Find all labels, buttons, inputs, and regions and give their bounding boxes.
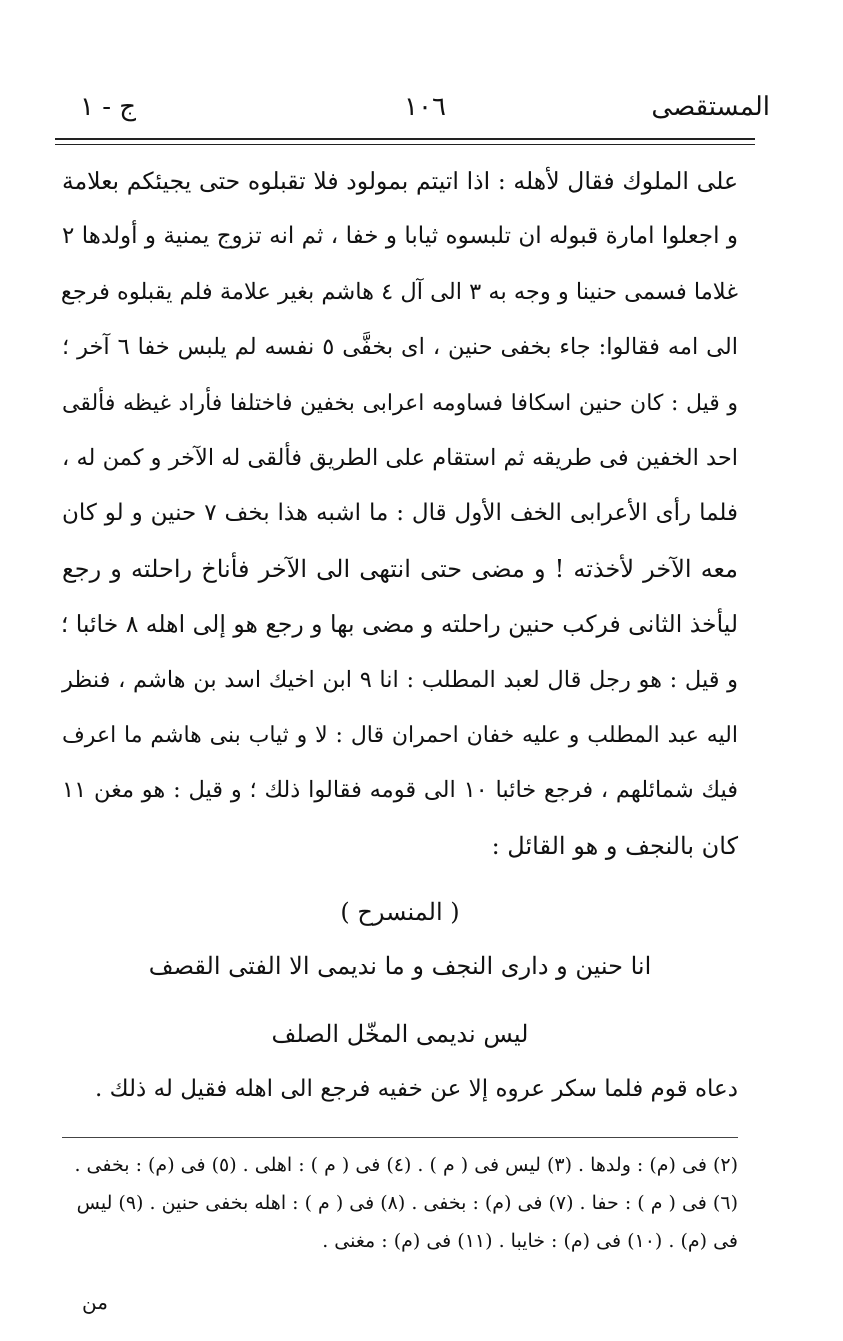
text-line: معه الآخر لأخذته ! و مضى حتى انتهى الى الآخر فأناخ راحلته و رجع	[62, 554, 738, 583]
catchword: من	[82, 1290, 108, 1314]
footnote-line: فى (م) . (١٠) فى (م) : خايبا . (١١) فى (م) : مغنى .	[322, 1230, 738, 1252]
page-header	[80, 92, 770, 132]
poem-verse-2: ليس نديمى المخّل الصلف	[271, 1020, 529, 1048]
text-line: و قيل : هو رجل قال لعبد المطلب : انا ٩ ابن اخيك اسد بن هاشم ، فنظر	[62, 666, 739, 693]
running-title: المستقصى	[651, 92, 770, 122]
text-line: احد الخفين فى طريقه ثم استقام على الطريق فألقى له الآخر و كمن له ،	[62, 444, 738, 471]
text-line: كان بالنجف و هو القائل :	[491, 831, 738, 860]
text-line: غلاما فسمى حنينا و وجه به ٣ الى آل ٤ هاشم بغير علامة فلم يقبلوه فرجع	[60, 278, 738, 305]
closing-line: دعاه قوم فلما سكر عروه إلا عن خفيه فرجع الى اهله فقيل له ذلك .	[95, 1076, 738, 1102]
text-line: اليه عبد المطلب و عليه خفان احمران قال : لا و ثياب بنى هاشم ما اعرف	[62, 722, 738, 748]
footnotes	[62, 1146, 738, 1260]
footnote-rule	[62, 1137, 738, 1138]
poem-verse-1: انا حنين و دارى النجف و ما نديمى الا الفتى القصف	[148, 952, 652, 980]
text-line: و اجعلوا امارة قبوله ان تلبسوه ثيابا و خفا ، ثم انه تزوج يمنية و أولدها ٢	[62, 223, 738, 250]
header-rule	[55, 138, 755, 140]
text-line: على الملوك فقال لأهله : اذا اتيتم بمولود فلا تقبلوه حتى يجيئكم بعلامة	[62, 167, 738, 195]
volume-label: ج - ١	[80, 92, 137, 122]
footnote-line: (٢) فى (م) : ولدها . (٣) ليس فى ( م ) . (٤) فى ( م ) : اهلى . (٥) فى (م) : بخفى .	[74, 1154, 738, 1176]
poem-meter: ( المنسرح )	[340, 898, 460, 926]
text-line: ليأخذ الثانى فركب حنين راحلته و مضى بها و رجع هو إلى اهله ٨ خائبا ؛	[60, 610, 738, 639]
text-line: فلما رأى الأعرابى الخف الأول قال : ما اشبه هذا بخف ٧ حنين و لو كان	[62, 500, 739, 527]
text-line: و قيل : كان حنين اسكافا فساومه اعرابى بخفين فاختلفا فأراد غيظه فألقى	[62, 390, 738, 416]
header-rule-thin	[55, 144, 755, 145]
footnote-line: (٦) فى ( م ) : حفا . (٧) فى (م) : بخفى . (٨) فى ( م ) : اهله بخفى حنين . (٩) ليس	[76, 1192, 738, 1214]
page-number: ١٠٦	[404, 92, 446, 122]
text-line: فيك شمائلهم ، فرجع خائبا ١٠ الى قومه فقالوا ذلك ؛ و قيل : هو مغن ١١	[62, 777, 739, 804]
main-text	[62, 154, 738, 874]
text-line: الى امه فقالوا: جاء بخفى حنين ، اى بخفَّى ٥ نفسه لم يلبس خفا ٦ آخر ؛	[62, 334, 738, 361]
